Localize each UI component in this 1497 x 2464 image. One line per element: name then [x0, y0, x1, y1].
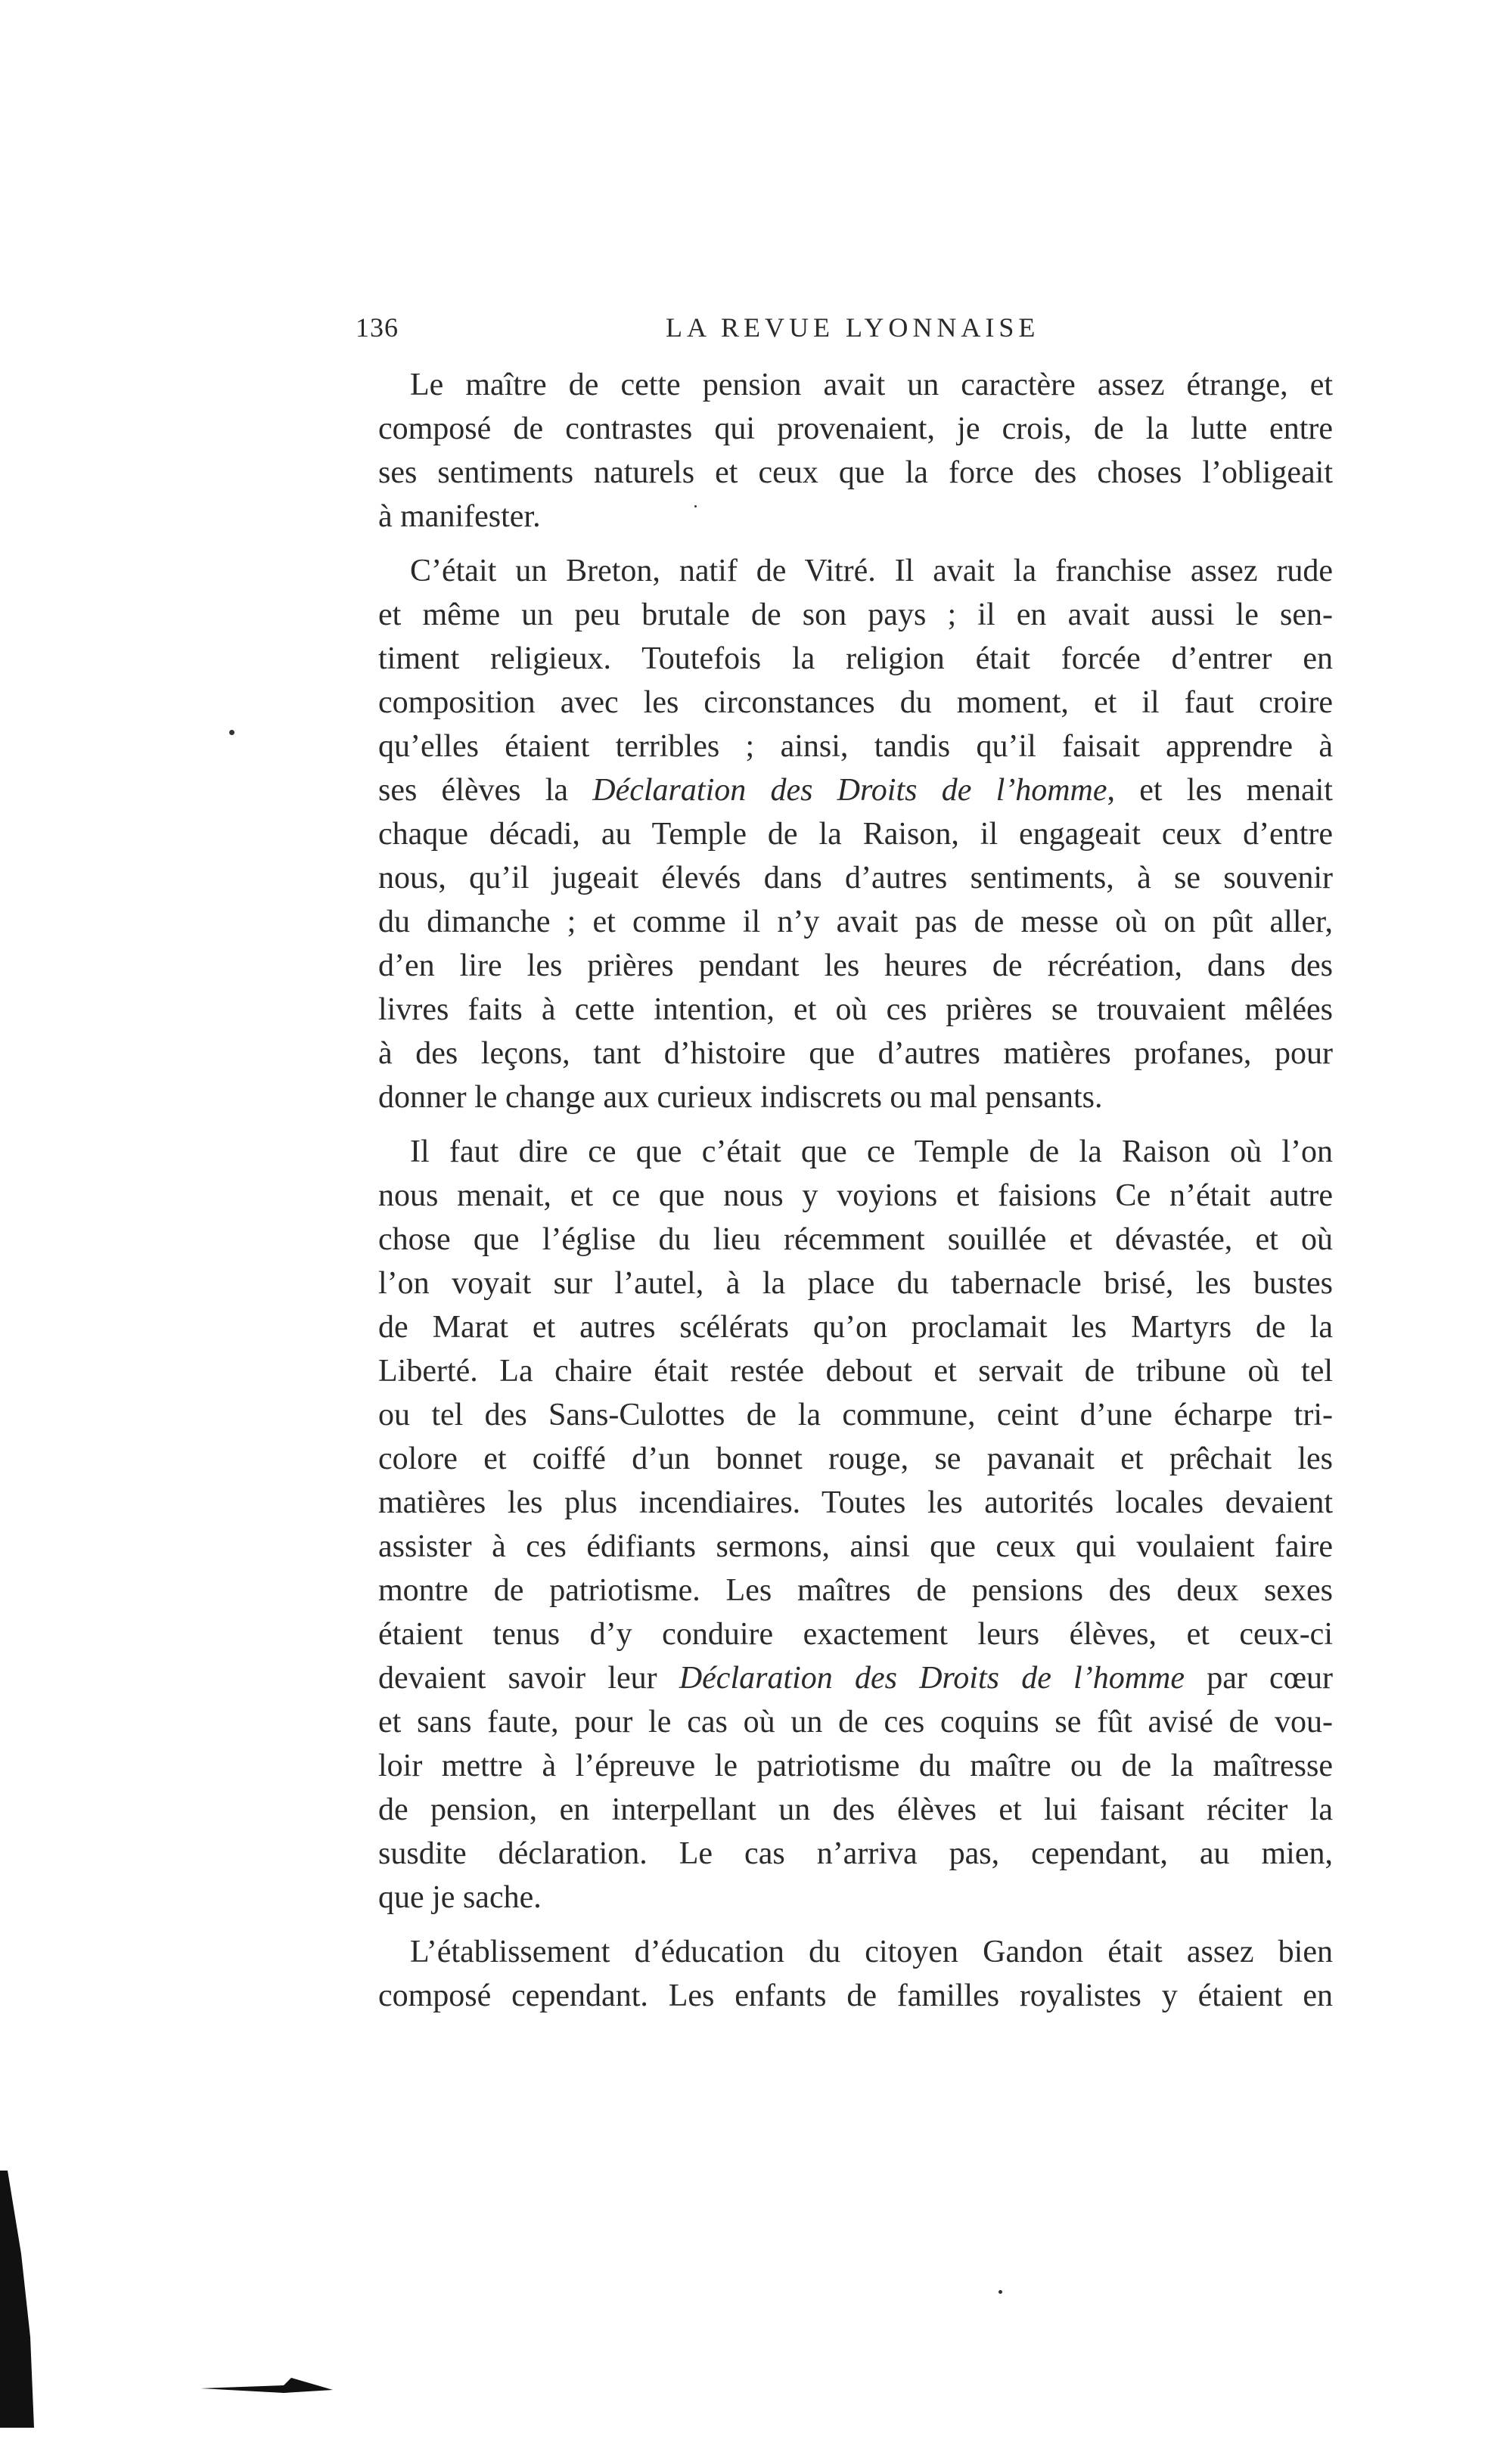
text-segment: par cœur [1185, 1661, 1334, 1696]
text-line: donner le change aux curieux indiscrets ou mal pensants. [378, 1080, 1103, 1115]
text-line: susdite déclaration. Le cas n’arriva pas, cependant, au mien, [378, 1836, 1333, 1871]
text-line: C’était un Breton, natif de Vitré. Il avait la franchise assez rude [410, 554, 1333, 588]
text-line: chose que l’église du lieu récemment souillée et dévastée, et où [378, 1222, 1333, 1257]
italic-title: Déclaration des Droits de l’homme [592, 773, 1107, 808]
text-segment: devaient savoir leur [378, 1661, 679, 1696]
text-line: composé cependant. Les enfants de familles royalistes y étaient en [378, 1978, 1333, 2013]
text-line: l’on voyait sur l’autel, à la place du tabernacle brisé, les bustes [378, 1266, 1333, 1301]
text-line: que je sache. [378, 1880, 542, 1915]
scan-speck [229, 730, 234, 735]
text-line: qu’elles étaient terribles ; ainsi, tandis qu’il faisait apprendre à [378, 729, 1333, 764]
text-line: de pension, en interpellant un des élèves et lui faisant réciter la [378, 1792, 1333, 1827]
paragraph-1 [378, 363, 1333, 538]
text-line: de Marat et autres scélérats qu’on proclamait les Martyrs de la [378, 1310, 1333, 1345]
text-line: et sans faute, pour le cas où un de ces coquins se fût avisé de vou- [378, 1705, 1333, 1739]
text-segment: ses élèves la [378, 773, 593, 808]
text-line: à manifester. [378, 499, 541, 534]
text-line: et même un peu brutale de son pays ; il en avait aussi le sen- [378, 597, 1333, 632]
text-line-with-italic [378, 1656, 1333, 1700]
page-header [356, 312, 1339, 357]
text-line: ou tel des Sans-Culottes de la commune, ceint d’une écharpe tri- [378, 1398, 1333, 1432]
text-line: timent religieux. Toutefois la religion était forcée d’entrer en [378, 641, 1333, 676]
text-line: nous, qu’il jugeait élevés dans d’autres sentiments, à se souvenir [378, 861, 1333, 895]
paragraph-4 [378, 1930, 1333, 2018]
running-title: LA REVUE LYONNAISE [666, 312, 1040, 343]
text-line: matières les plus incendiaires. Toutes les autorités locales devaient [378, 1485, 1333, 1520]
text-line: loir mettre à l’épreuve le patriotisme du maître ou de la maîtresse [378, 1749, 1333, 1783]
text-line: L’établissement d’éducation du citoyen Gandon était assez bien [410, 1935, 1333, 1969]
text-line: montre de patriotisme. Les maîtres de pensions des deux sexes [378, 1573, 1333, 1608]
text-line: chaque décadi, au Temple de la Raison, il engageait ceux d’entre [378, 817, 1333, 852]
page-number: 136 [356, 312, 399, 343]
text-line: étaient tenus d’y conduire exactement leurs élèves, et ceux-ci [378, 1617, 1333, 1652]
scan-speck [999, 2290, 1002, 2294]
text-line: nous menait, et ce que nous y voyions et faisions Ce n’était autre [378, 1178, 1333, 1213]
italic-title: Déclaration des Droits de l’homme [679, 1661, 1185, 1696]
body-text [378, 363, 1333, 2018]
binding-edge-shadow [0, 2171, 45, 2428]
text-line: ses sentiments naturels et ceux que la force des choses l’obligeait [378, 455, 1333, 490]
text-line: Liberté. La chaire était restée debout et servait de tribune où tel [378, 1354, 1333, 1389]
text-line-with-italic [378, 768, 1333, 812]
text-line: Il faut dire ce que c’était que ce Temple de la Raison où l’on [410, 1134, 1333, 1169]
paragraph-3 [378, 1130, 1333, 1919]
text-line: d’en lire les prières pendant les heures de récréation, dans des [378, 948, 1333, 983]
text-line: colore et coiffé d’un bonnet rouge, se pavanait et prêchait les [378, 1441, 1333, 1476]
text-line: composition avec les circonstances du moment, et il faut croire [378, 685, 1333, 720]
paragraph-2 [378, 549, 1333, 1119]
text-line: à des leçons, tant d’histoire que d’autres matières profanes, pour [378, 1036, 1333, 1071]
text-line: assister à ces édifiants sermons, ainsi que ceux qui voulaient faire [378, 1529, 1333, 1564]
text-line: Le maître de cette pension avait un caractère assez étrange, et [410, 368, 1333, 402]
scan-speck [694, 505, 697, 507]
text-segment: , et les menait [1107, 773, 1333, 808]
text-line: du dimanche ; et comme il n’y avait pas de messe où on pût aller, [378, 905, 1333, 939]
text-line: livres faits à cette intention, et où ces prières se trouvaient mêlées [378, 992, 1333, 1027]
scan-arrow-mark [200, 2375, 337, 2397]
text-line: composé de contrastes qui provenaient, je crois, de la lutte entre [378, 411, 1333, 446]
